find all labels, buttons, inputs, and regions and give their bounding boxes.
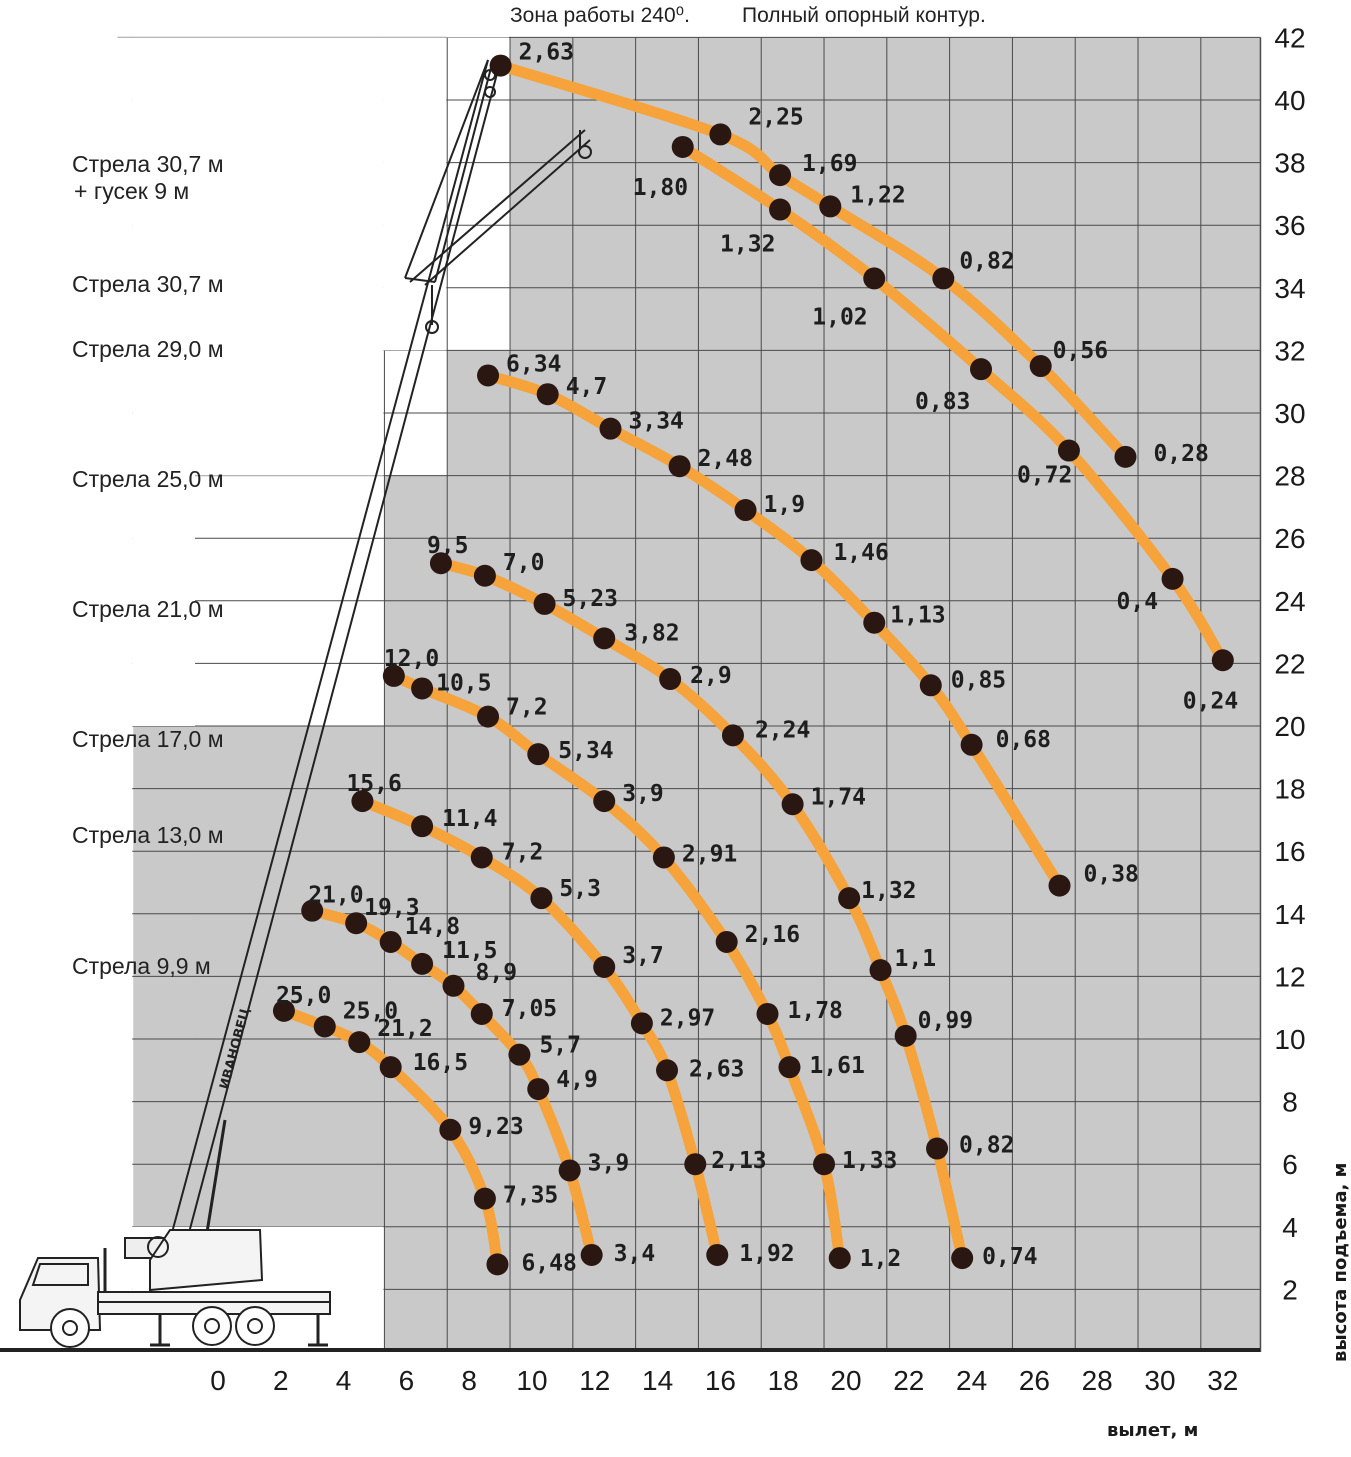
y-tick-label: 42: [1274, 22, 1306, 54]
load-label: 5,23: [562, 585, 618, 612]
load-point: [735, 499, 757, 521]
load-label: 7,2: [506, 694, 548, 721]
load-label: 21,0: [308, 882, 364, 909]
load-label: 7,2: [501, 839, 544, 866]
load-label: 9,5: [426, 533, 469, 560]
load-point: [593, 790, 615, 812]
boom-label: Стрела 30,7 м: [72, 271, 224, 297]
y-tick-label: 24: [1274, 585, 1306, 617]
y-tick-label: 8: [1282, 1086, 1298, 1118]
load-label: 0,72: [1016, 462, 1073, 489]
load-point: [1162, 568, 1184, 590]
load-point: [757, 1003, 779, 1025]
x-tick-label: 14: [642, 1365, 674, 1396]
load-label: 25,0: [342, 998, 399, 1025]
boom-label: Стрела 30,7 м: [72, 151, 224, 177]
load-label: 1,9: [763, 492, 806, 519]
load-label: 3,34: [628, 408, 684, 435]
x-tick-label: 26: [1018, 1365, 1050, 1396]
load-label: 3,4: [613, 1240, 656, 1267]
load-point: [769, 199, 791, 221]
y-tick-label: 40: [1274, 85, 1306, 116]
load-label: 1,1: [894, 946, 937, 973]
y-tick-label: 28: [1274, 460, 1306, 492]
load-point: [829, 1247, 851, 1269]
load-label: 1,78: [787, 997, 843, 1024]
load-label: 1,13: [890, 602, 946, 629]
boom-label: Стрела 29,0 м: [72, 336, 224, 362]
load-label: 0,56: [1052, 338, 1109, 365]
y-tick-label: 12: [1274, 961, 1306, 993]
load-label: 3,82: [624, 620, 680, 647]
load-label: 1,22: [850, 182, 906, 209]
load-label: 19,3: [364, 895, 420, 922]
load-label: 0,82: [959, 248, 1015, 275]
load-point: [870, 959, 892, 981]
load-label: 2,25: [748, 104, 804, 131]
x-tick-label: 24: [956, 1365, 988, 1396]
x-tick-label: 20: [830, 1365, 862, 1396]
x-tick-label: 22: [893, 1365, 925, 1396]
boom-label: + гусек 9 м: [74, 178, 190, 204]
header-contour-text: Полный опорный контур.: [742, 4, 986, 27]
y-tick-label: 4: [1282, 1211, 1298, 1243]
load-label: 1,32: [720, 231, 776, 258]
load-label: 2,16: [744, 921, 801, 948]
load-label: 0,85: [950, 667, 1007, 694]
x-tick-label: 4: [335, 1365, 352, 1396]
load-label: 2,63: [518, 39, 574, 66]
load-point: [895, 1025, 917, 1047]
x-tick-label: 32: [1207, 1365, 1239, 1396]
load-point: [672, 136, 694, 158]
load-label: 1,46: [833, 540, 889, 567]
load-point: [1114, 446, 1136, 468]
x-axis-title: вылет, м: [1107, 1420, 1199, 1441]
load-point: [769, 164, 791, 186]
load-label: 0,99: [917, 1007, 974, 1034]
load-label: 2,13: [711, 1148, 767, 1175]
load-label: 0,28: [1153, 440, 1209, 467]
y-tick-label: 18: [1274, 773, 1306, 805]
load-label: 4,7: [565, 374, 608, 401]
load-point: [439, 1119, 461, 1141]
load-point: [443, 975, 465, 997]
y-tick-label: 26: [1274, 523, 1306, 555]
load-point: [559, 1159, 581, 1181]
load-label: 2,97: [659, 1005, 716, 1032]
y-tick-label: 10: [1274, 1024, 1306, 1055]
boom-label: Стрела 25,0 м: [72, 466, 224, 492]
load-label: 21,2: [377, 1016, 433, 1043]
load-point: [926, 1138, 948, 1160]
load-point: [1030, 355, 1052, 377]
x-tick-label: 0: [210, 1365, 226, 1396]
load-label: 1,61: [809, 1053, 865, 1080]
y-tick-label: 2: [1282, 1274, 1298, 1306]
load-label: 0,74: [982, 1244, 1038, 1271]
load-point: [684, 1153, 706, 1175]
load-point: [537, 383, 559, 405]
load-point: [782, 793, 804, 815]
boom-label: Стрела 9,9 м: [72, 953, 211, 979]
load-label: 5,7: [539, 1032, 581, 1059]
y-tick-label: 38: [1274, 147, 1306, 179]
load-label: 0,24: [1182, 688, 1239, 715]
load-label: 2,48: [697, 446, 753, 473]
load-point: [656, 1059, 678, 1081]
load-point: [527, 743, 549, 765]
load-point: [380, 931, 402, 953]
load-point: [593, 956, 615, 978]
load-point: [961, 734, 983, 756]
grid-mask: [446, 0, 509, 37]
load-point: [530, 887, 552, 909]
boom-label: Стрела 17,0 м: [72, 726, 224, 752]
load-label: 14,8: [404, 913, 461, 940]
load-label: 7,05: [501, 995, 558, 1022]
y-tick-label: 20: [1274, 711, 1306, 742]
load-label: 3,9: [587, 1150, 630, 1177]
load-label: 6,48: [521, 1250, 577, 1277]
x-tick-label: 10: [516, 1365, 548, 1396]
load-point: [380, 1056, 402, 1078]
load-label: 7,35: [502, 1182, 559, 1209]
x-tick-label: 12: [579, 1365, 611, 1396]
load-point: [1212, 649, 1234, 671]
load-label: 2,63: [689, 1056, 745, 1083]
load-point: [932, 267, 954, 289]
load-label: 3,7: [622, 943, 664, 970]
load-point: [474, 1188, 496, 1210]
load-label: 9,23: [468, 1113, 524, 1140]
load-label: 2,9: [690, 663, 732, 690]
load-point: [706, 1244, 728, 1266]
load-point: [813, 1153, 835, 1175]
load-label: 1,02: [812, 304, 868, 331]
load-point: [800, 549, 822, 571]
load-point: [600, 418, 622, 440]
y-tick-label: 32: [1274, 335, 1306, 367]
load-point: [411, 953, 433, 975]
load-label: 1,92: [739, 1240, 795, 1267]
x-tick-label: 6: [398, 1365, 415, 1396]
load-point: [527, 1078, 549, 1100]
y-tick-label: 16: [1274, 836, 1306, 868]
load-label: 5,3: [559, 876, 601, 903]
load-label: 0,38: [1083, 861, 1139, 888]
load-point: [863, 612, 885, 634]
x-tick-label: 28: [1081, 1365, 1113, 1396]
y-tick-label: 6: [1282, 1149, 1298, 1181]
x-tick-label: 18: [767, 1365, 799, 1396]
x-tick-label: 8: [461, 1365, 477, 1396]
load-point: [534, 593, 556, 615]
x-tick-label: 30: [1144, 1365, 1176, 1396]
load-point: [1058, 440, 1080, 462]
load-point: [778, 1056, 800, 1078]
load-point: [348, 1031, 370, 1053]
boom-label: Стрела 13,0 м: [72, 822, 224, 848]
load-point: [653, 846, 675, 868]
x-tick-label: 16: [704, 1365, 736, 1396]
load-label: 6,34: [506, 351, 562, 378]
load-label: 16,5: [412, 1050, 469, 1077]
load-label: 15,6: [346, 771, 402, 798]
grid-mask: [0, 37, 132, 1352]
load-point: [477, 706, 499, 728]
load-point: [477, 364, 499, 386]
load-point: [838, 887, 860, 909]
load-label: 1,33: [842, 1148, 898, 1175]
load-label: 0,68: [995, 726, 1051, 753]
load-label: 4,9: [556, 1067, 598, 1094]
crane-brand-text: ИВАНОВЕЦ: [217, 1006, 254, 1092]
load-label: 11,4: [442, 806, 498, 833]
load-label: 5,34: [558, 738, 614, 765]
load-point: [631, 1012, 653, 1034]
y-tick-label: 14: [1274, 898, 1306, 930]
load-label: 10,5: [436, 670, 492, 697]
load-point: [709, 123, 731, 145]
load-label: 8,9: [475, 959, 518, 986]
load-point: [970, 358, 992, 380]
load-label: 0,82: [959, 1132, 1015, 1159]
load-point: [716, 931, 738, 953]
load-point: [951, 1247, 973, 1269]
load-point: [863, 267, 885, 289]
load-label: 11,5: [442, 937, 498, 964]
load-label: 1,74: [810, 784, 867, 811]
boom-label: Стрела 21,0 м: [72, 596, 224, 622]
load-label: 1,2: [859, 1246, 902, 1273]
load-label: 2,91: [681, 841, 738, 868]
load-label: 3,9: [622, 781, 664, 808]
load-point: [490, 55, 512, 77]
load-point: [659, 668, 681, 690]
load-label: 0,4: [1116, 588, 1159, 615]
load-label: 12,0: [383, 645, 440, 672]
x-tick-label: 2: [273, 1365, 289, 1396]
y-tick-label: 34: [1274, 272, 1306, 304]
y-tick-label: 30: [1274, 398, 1306, 429]
load-label: 1,69: [802, 151, 858, 178]
header-zone-text: Зона работы 240⁰.: [510, 4, 690, 27]
load-point: [411, 677, 433, 699]
y-tick-label: 36: [1274, 210, 1306, 242]
load-point: [471, 1003, 493, 1025]
grid-mask: [195, 37, 383, 475]
load-point: [593, 627, 615, 649]
load-point: [314, 1015, 336, 1037]
y-tick-label: 22: [1274, 648, 1306, 680]
y-axis-title: высота подъема, м: [1330, 1162, 1351, 1362]
load-point: [411, 815, 433, 837]
load-label: 25,0: [275, 982, 332, 1009]
load-point: [486, 1253, 508, 1275]
load-label: 7,0: [502, 549, 545, 576]
load-label: 2,24: [754, 717, 811, 744]
load-point: [508, 1044, 530, 1066]
load-label: 0,83: [915, 389, 971, 416]
load-point: [920, 674, 942, 696]
load-point: [471, 846, 493, 868]
grid-mask: [132, 37, 195, 726]
load-point: [1049, 875, 1071, 897]
load-point: [474, 565, 496, 587]
load-point: [669, 455, 691, 477]
load-point: [581, 1244, 603, 1266]
load-label: 1,32: [861, 878, 917, 905]
load-point: [819, 195, 841, 217]
load-point: [722, 724, 744, 746]
load-label: 1,80: [632, 174, 689, 201]
